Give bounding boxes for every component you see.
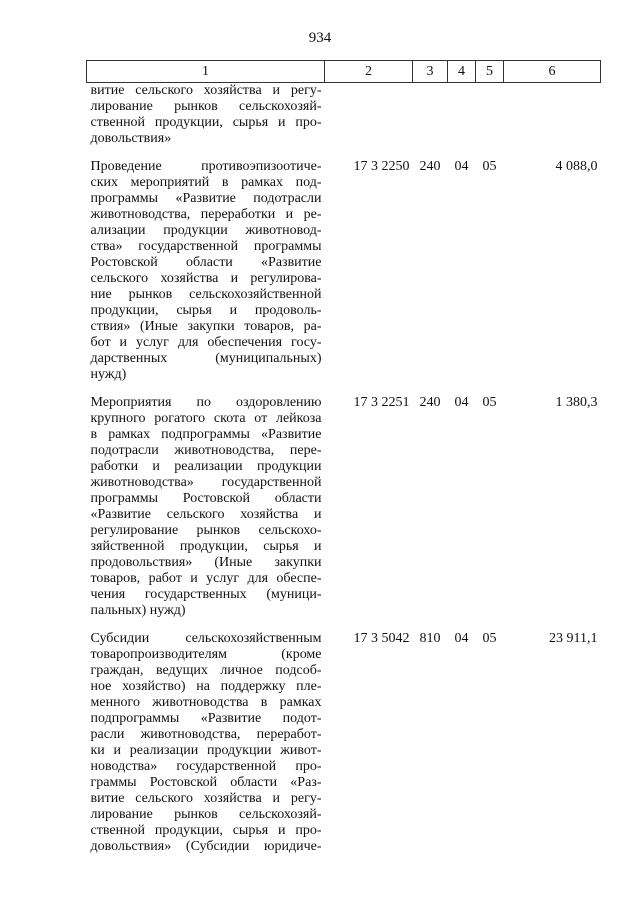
row-code: 17 3 2250	[353, 159, 410, 174]
text-line: программы Ростовской области	[90, 491, 322, 506]
text-line: товаров, работ и услуг для обеспе-	[90, 571, 322, 586]
text-line: подотрасли животноводства, пере-	[90, 443, 322, 458]
text-line: витие сельского хозяйства и регу-	[90, 791, 322, 806]
row-subsection: 05	[482, 159, 497, 174]
table-header-row	[87, 61, 601, 83]
text-line: граммы Ростовской области «Раз-	[90, 775, 322, 790]
row-section: 04	[454, 631, 469, 646]
row-name-cell	[87, 83, 325, 148]
text-line: ализации продукции животновод-	[90, 223, 322, 238]
text-line: ки и реализации продукции живот-	[90, 743, 322, 758]
text-line: Проведение противоэпизоотиче-	[90, 159, 322, 174]
row-type: 240	[419, 395, 441, 410]
row-type: 240	[419, 159, 441, 174]
row-name-cell	[87, 159, 325, 383]
text-line: витие сельского хозяйства и регу-	[90, 83, 322, 98]
table-row	[87, 631, 601, 855]
text-line: Субсидии сельскохозяйственным	[90, 631, 322, 646]
row-section: 04	[454, 395, 469, 410]
budget-table	[86, 60, 601, 855]
row-amount: 1 380,3	[555, 395, 598, 410]
row-type: 810	[419, 631, 441, 646]
header-col-6: 6	[504, 61, 601, 83]
text-line: довольствия» (Субсидии юридиче-	[90, 839, 322, 854]
text-line: чения государственных (муници-	[90, 587, 322, 602]
table-row	[87, 395, 601, 619]
table-row	[87, 159, 601, 383]
text-line: ских мероприятий в рамках под-	[90, 175, 322, 190]
text-line: продукции, сырья и продоволь-	[90, 303, 322, 318]
page-number: 934	[308, 30, 332, 46]
header-col-4: 4	[448, 61, 476, 83]
text-line: Ростовской области «Развитие	[90, 255, 322, 270]
text-line: зяйственной продукции, сырья и	[90, 539, 322, 554]
text-line: крупного рогатого скота от лейкоза	[90, 411, 322, 426]
text-line: дарственных (муниципальных)	[90, 351, 322, 366]
text-line: новодства» государственной про-	[90, 759, 322, 774]
text-line: ственной продукции, сырья и про-	[90, 115, 322, 130]
row-name-cell	[87, 631, 325, 855]
header-col-2: 2	[325, 61, 413, 83]
text-line: довольствия»	[90, 131, 172, 146]
text-line: животноводства, переработки и ре-	[90, 207, 322, 222]
text-line: регулирование рынков сельскохо-	[90, 523, 322, 538]
text-line: продовольствия» (Иные закупки	[90, 555, 322, 570]
text-line: ствия» (Иные закупки товаров, ра-	[90, 319, 322, 334]
text-line: сельского хозяйства и регулирова-	[90, 271, 322, 286]
text-line: программы «Развитие подотрасли	[90, 191, 322, 206]
header-col-5: 5	[476, 61, 504, 83]
text-line: пальных) нужд)	[90, 603, 186, 618]
row-subsection: 05	[482, 395, 497, 410]
row-amount: 4 088,0	[555, 159, 598, 174]
row-subsection: 05	[482, 631, 497, 646]
text-line: в рамках подпрограммы «Развитие	[90, 427, 322, 442]
row-name-cell	[87, 395, 325, 619]
text-line: ственной продукции, сырья и про-	[90, 823, 322, 838]
text-line: лирование рынков сельскохозяй-	[90, 807, 322, 822]
text-line: ства» государственной программы	[90, 239, 322, 254]
text-line: бот и услуг для обеспечения госу-	[90, 335, 322, 350]
text-line: ние рынков сельскохозяйственной	[90, 287, 322, 302]
text-line: «Развитие сельского хозяйства и	[90, 507, 322, 522]
row-code: 17 3 5042	[353, 631, 410, 646]
header-col-3: 3	[413, 61, 448, 83]
header-col-1: 1	[87, 61, 325, 83]
text-line: нужд)	[90, 367, 127, 382]
text-line: граждан, ведущих личное подсоб-	[90, 663, 322, 678]
row-amount: 23 911,1	[549, 631, 598, 646]
text-line: ное хозяйство) на поддержку пле-	[90, 679, 322, 694]
text-line: товаропроизводителям (кроме	[90, 647, 322, 662]
text-line: работки и реализации продукции	[90, 459, 322, 474]
text-line: лирование рынков сельскохозяй-	[90, 99, 322, 114]
text-line: подпрограммы «Развитие подот-	[90, 711, 322, 726]
row-section: 04	[454, 159, 469, 174]
text-line: расли животноводства, переработ-	[90, 727, 322, 742]
row-code: 17 3 2251	[353, 395, 410, 410]
text-line: менного животноводства в рамках	[90, 695, 322, 710]
text-line: Мероприятия по оздоровлению	[90, 395, 322, 410]
text-line: животноводства» государственной	[90, 475, 322, 490]
table-row-continuation	[87, 83, 601, 148]
